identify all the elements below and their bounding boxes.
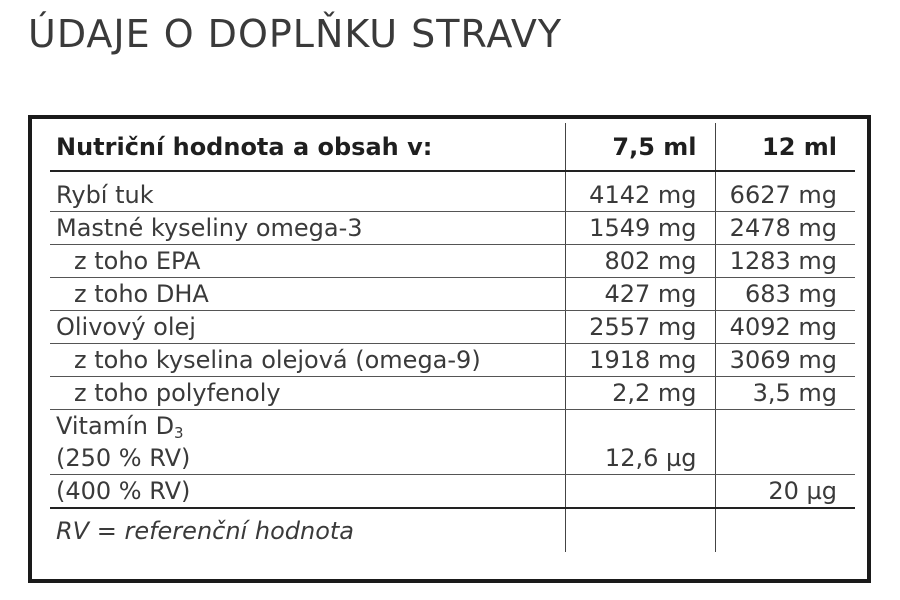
row-value-12-ml: 683 mg [715, 278, 855, 311]
row-label: Olivový olej [50, 311, 565, 344]
table-header-row [50, 123, 855, 171]
row-label: z toho polyfenoly [50, 377, 565, 410]
row-value-7-5-ml: 1549 mg [565, 212, 715, 245]
header-7-5-ml: 7,5 ml [565, 123, 715, 171]
header-12-ml: 12 ml [715, 123, 855, 171]
table-row [50, 179, 855, 212]
table-row [50, 311, 855, 344]
table-row [50, 212, 855, 245]
footnote: RV = referenční hodnota [56, 516, 354, 545]
nutrition-table [50, 123, 855, 552]
row-label: Mastné kyseliny omega-3 [50, 212, 565, 245]
nutrition-table-frame [28, 115, 871, 583]
header-nutrient: Nutriční hodnota a obsah v: [50, 123, 565, 171]
row-value-12-ml: 2478 mg [715, 212, 855, 245]
vitamin-d-row [50, 410, 855, 443]
table-row [50, 377, 855, 410]
table-row [50, 344, 855, 377]
row-value-12-ml: 1283 mg [715, 245, 855, 278]
row-label: Rybí tuk [50, 179, 565, 212]
row-value-12-ml: 3069 mg [715, 344, 855, 377]
row-value-12-ml: 4092 mg [715, 311, 855, 344]
table-row [50, 278, 855, 311]
vitamin-d-name: Vitamín D [56, 412, 175, 440]
row-value-12-ml: 20 µg [715, 475, 855, 509]
row-label: z toho EPA [50, 245, 565, 278]
row-value-7-5-ml: 802 mg [565, 245, 715, 278]
row-value-12-ml: 3,5 mg [715, 377, 855, 410]
page-title: ÚDAJE O DOPLŇKU STRAVY [28, 12, 563, 56]
row-value-7-5-ml: 12,6 µg [565, 442, 715, 475]
row-value-7-5-ml: 1918 mg [565, 344, 715, 377]
row-label: (400 % RV) [50, 475, 565, 509]
vitamin-d-400-row [50, 475, 855, 509]
row-value-12-ml: 6627 mg [715, 179, 855, 212]
vitamin-d-label [50, 410, 565, 443]
footnote-row [50, 508, 855, 552]
table-row [50, 245, 855, 278]
vitamin-d-subscript: 3 [174, 424, 184, 442]
row-value-7-5-ml: 427 mg [565, 278, 715, 311]
row-label: z toho kyselina olejová (omega-9) [50, 344, 565, 377]
row-label: (250 % RV) [50, 442, 565, 475]
row-value-7-5-ml: 2557 mg [565, 311, 715, 344]
row-label: z toho DHA [50, 278, 565, 311]
row-value-7-5-ml: 4142 mg [565, 179, 715, 212]
row-value-7-5-ml: 2,2 mg [565, 377, 715, 410]
spacer-row [50, 171, 855, 179]
vitamin-d-250-row [50, 442, 855, 475]
